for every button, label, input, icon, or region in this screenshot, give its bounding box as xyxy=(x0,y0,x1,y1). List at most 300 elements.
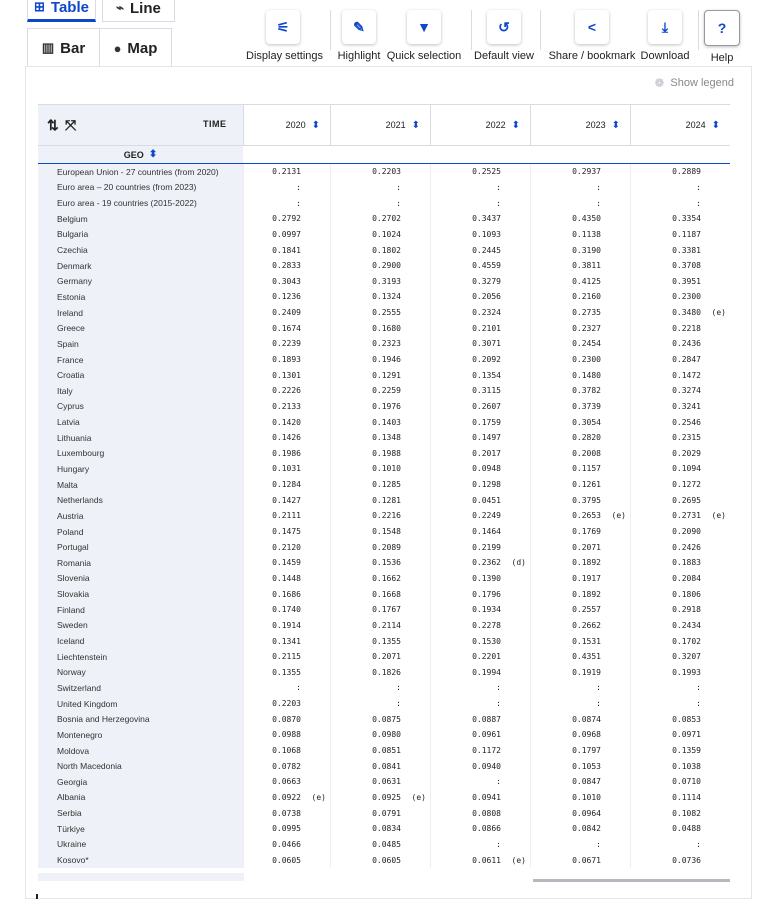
tab-map[interactable] xyxy=(99,28,172,68)
table-cell[interactable] xyxy=(243,164,330,180)
table-cell[interactable] xyxy=(630,743,730,759)
table-cell[interactable] xyxy=(630,273,730,289)
table-cell[interactable] xyxy=(430,320,530,336)
show-legend-toggle[interactable] xyxy=(654,76,734,90)
geo-row-label[interactable]: Cyprus xyxy=(38,399,243,415)
table-cell[interactable] xyxy=(530,852,630,868)
table-cell[interactable] xyxy=(430,837,530,853)
geo-row-label[interactable]: Bosnia and Herzegovina xyxy=(38,711,243,727)
geo-row-label[interactable]: Georgia xyxy=(38,774,243,790)
table-cell[interactable] xyxy=(530,258,630,274)
table-cell[interactable] xyxy=(630,399,730,415)
table-cell[interactable] xyxy=(243,477,330,493)
table-cell[interactable] xyxy=(330,680,430,696)
geo-row-label[interactable]: Finland xyxy=(38,602,243,618)
table-cell[interactable] xyxy=(530,367,630,383)
table-cell[interactable] xyxy=(530,242,630,258)
table-cell[interactable] xyxy=(430,758,530,774)
geo-row-label[interactable]: Euro area - 19 countries (2015-2022) xyxy=(38,195,243,211)
default-view-button[interactable] xyxy=(474,10,534,62)
table-cell[interactable] xyxy=(430,571,530,587)
table-cell[interactable] xyxy=(243,821,330,837)
table-cell[interactable] xyxy=(430,446,530,462)
table-cell[interactable] xyxy=(530,336,630,352)
table-cell[interactable] xyxy=(330,399,430,415)
table-cell[interactable] xyxy=(530,508,630,524)
table-cell[interactable] xyxy=(530,273,630,289)
geo-row-label[interactable]: Slovenia xyxy=(38,571,243,587)
table-cell[interactable] xyxy=(630,852,730,868)
table-cell[interactable] xyxy=(530,774,630,790)
table-cell[interactable] xyxy=(430,477,530,493)
table-cell[interactable] xyxy=(530,618,630,634)
table-cell[interactable] xyxy=(243,461,330,477)
table-cell[interactable] xyxy=(243,399,330,415)
table-cell[interactable] xyxy=(330,352,430,368)
table-cell[interactable] xyxy=(530,711,630,727)
table-cell[interactable] xyxy=(243,665,330,681)
geo-row-label[interactable]: Spain xyxy=(38,336,243,352)
table-cell[interactable] xyxy=(430,586,530,602)
table-cell[interactable] xyxy=(430,336,530,352)
table-cell[interactable] xyxy=(243,446,330,462)
geo-row-label[interactable]: Serbia xyxy=(38,805,243,821)
table-cell[interactable] xyxy=(330,258,430,274)
horizontal-scrollbar-thumb[interactable] xyxy=(533,879,730,882)
cell-value: 0.2199 xyxy=(472,542,501,552)
geo-row-label[interactable]: Czechia xyxy=(38,242,243,258)
table-cell[interactable] xyxy=(330,195,430,211)
table-cell[interactable] xyxy=(243,805,330,821)
cell-value: 0.1475 xyxy=(272,527,301,537)
table-cell[interactable] xyxy=(630,352,730,368)
table-cell[interactable] xyxy=(243,524,330,540)
cell-value: 0.1993 xyxy=(672,667,701,677)
geo-sort-header[interactable] xyxy=(38,146,243,163)
geo-row-label[interactable]: Poland xyxy=(38,524,243,540)
table-cell[interactable] xyxy=(430,430,530,446)
geo-row-label[interactable]: Belgium xyxy=(38,211,243,227)
table-cell[interactable] xyxy=(243,571,330,587)
table-cell[interactable] xyxy=(630,383,730,399)
table-cell[interactable] xyxy=(430,633,530,649)
table-cell[interactable] xyxy=(630,571,730,587)
geo-row-label[interactable]: Malta xyxy=(38,477,243,493)
geo-row-label[interactable]: Netherlands xyxy=(38,492,243,508)
table-cell[interactable] xyxy=(630,242,730,258)
table-cell[interactable] xyxy=(330,367,430,383)
table-cell[interactable] xyxy=(530,414,630,430)
table-cell[interactable] xyxy=(330,242,430,258)
table-cell[interactable] xyxy=(630,430,730,446)
geo-row-label[interactable]: Bulgaria xyxy=(38,227,243,243)
table-cell[interactable] xyxy=(430,289,530,305)
table-cell[interactable] xyxy=(243,336,330,352)
table-cell[interactable] xyxy=(530,555,630,571)
table-cell[interactable] xyxy=(630,680,730,696)
table-cell[interactable] xyxy=(330,571,430,587)
table-cell[interactable] xyxy=(430,727,530,743)
table-cell[interactable] xyxy=(630,758,730,774)
table-cell[interactable] xyxy=(530,821,630,837)
table-cell[interactable] xyxy=(630,696,730,712)
table-cell[interactable] xyxy=(630,586,730,602)
table-cell[interactable] xyxy=(243,852,330,868)
table-cell[interactable] xyxy=(430,399,530,415)
table-cell[interactable] xyxy=(630,367,730,383)
table-cell[interactable] xyxy=(243,696,330,712)
table-cell[interactable] xyxy=(630,492,730,508)
table-cell[interactable] xyxy=(630,539,730,555)
table-cell[interactable] xyxy=(243,227,330,243)
geo-row-label[interactable]: Kosovo* xyxy=(38,852,243,868)
table-cell[interactable] xyxy=(243,837,330,853)
table-cell[interactable] xyxy=(430,602,530,618)
table-cell[interactable] xyxy=(330,539,430,555)
table-cell[interactable] xyxy=(530,633,630,649)
table-cell[interactable] xyxy=(330,758,430,774)
table-cell[interactable] xyxy=(243,352,330,368)
year-header-2021[interactable] xyxy=(330,105,430,145)
table-cell[interactable] xyxy=(430,711,530,727)
table-cell[interactable] xyxy=(430,680,530,696)
table-cell[interactable] xyxy=(530,524,630,540)
table-cell[interactable] xyxy=(330,711,430,727)
table-cell[interactable] xyxy=(530,383,630,399)
table-cell[interactable] xyxy=(530,195,630,211)
table-cell[interactable] xyxy=(530,837,630,853)
table-cell[interactable] xyxy=(430,273,530,289)
table-cell[interactable] xyxy=(243,508,330,524)
table-cell[interactable] xyxy=(530,399,630,415)
table-cell[interactable] xyxy=(330,273,430,289)
table-cell[interactable] xyxy=(243,680,330,696)
table-cell[interactable] xyxy=(243,180,330,196)
table-cell[interactable] xyxy=(630,320,730,336)
table-cell[interactable] xyxy=(330,446,430,462)
geo-row-label[interactable]: Euro area – 20 countries (from 2023) xyxy=(38,180,243,196)
geo-row-label[interactable]: Latvia xyxy=(38,414,243,430)
table-cell[interactable] xyxy=(630,305,730,321)
table-cell[interactable] xyxy=(630,649,730,665)
geo-row-label[interactable]: Iceland xyxy=(38,633,243,649)
table-cell[interactable] xyxy=(330,305,430,321)
table-cell[interactable] xyxy=(530,477,630,493)
share-bookmark-button[interactable] xyxy=(548,10,636,62)
tab-table[interactable] xyxy=(27,0,96,22)
table-cell[interactable] xyxy=(243,758,330,774)
table-cell[interactable] xyxy=(430,821,530,837)
table-cell[interactable] xyxy=(530,571,630,587)
table-cell[interactable] xyxy=(330,477,430,493)
table-cell[interactable] xyxy=(330,649,430,665)
table-cell[interactable] xyxy=(330,586,430,602)
geo-row-label[interactable]: Hungary xyxy=(38,461,243,477)
geo-row-label[interactable]: Estonia xyxy=(38,289,243,305)
table-cell[interactable] xyxy=(243,273,330,289)
table-cell[interactable] xyxy=(630,164,730,180)
table-cell[interactable] xyxy=(530,180,630,196)
highlight-button[interactable] xyxy=(334,10,384,62)
table-cell[interactable] xyxy=(430,649,530,665)
table-cell[interactable] xyxy=(330,414,430,430)
geo-row-label[interactable]: Moldova xyxy=(38,743,243,759)
geo-row-label[interactable]: Sweden xyxy=(38,618,243,634)
table-cell[interactable] xyxy=(530,227,630,243)
geo-row-label[interactable]: Montenegro xyxy=(38,727,243,743)
geo-row-label[interactable]: European Union - 27 countries (from 2020) xyxy=(38,164,243,180)
tab-line[interactable] xyxy=(102,0,175,22)
table-cell[interactable] xyxy=(330,211,430,227)
table-cell[interactable] xyxy=(530,602,630,618)
table-cell[interactable] xyxy=(530,758,630,774)
table-cell[interactable] xyxy=(243,305,330,321)
table-cell[interactable] xyxy=(430,227,530,243)
table-cell[interactable] xyxy=(243,586,330,602)
table-cell[interactable] xyxy=(630,665,730,681)
table-cell[interactable] xyxy=(630,821,730,837)
table-cell[interactable] xyxy=(330,852,430,868)
geo-row-label[interactable]: France xyxy=(38,352,243,368)
table-cell[interactable] xyxy=(430,367,530,383)
geo-row-label[interactable]: Albania xyxy=(38,790,243,806)
table-cell[interactable] xyxy=(430,383,530,399)
table-cell[interactable] xyxy=(630,633,730,649)
table-cell[interactable] xyxy=(243,430,330,446)
table-cell[interactable] xyxy=(243,602,330,618)
table-cell[interactable] xyxy=(430,258,530,274)
swap-axes-icon[interactable]: ⇅ xyxy=(47,117,59,133)
table-cell[interactable] xyxy=(430,774,530,790)
table-cell[interactable] xyxy=(630,711,730,727)
table-cell[interactable] xyxy=(330,665,430,681)
table-cell[interactable] xyxy=(430,555,530,571)
table-cell[interactable] xyxy=(530,696,630,712)
table-cell[interactable] xyxy=(243,492,330,508)
table-cell[interactable] xyxy=(630,461,730,477)
year-header-2023[interactable] xyxy=(530,105,630,145)
geo-row-label[interactable]: North Macedonia xyxy=(38,758,243,774)
table-cell[interactable] xyxy=(330,289,430,305)
table-cell[interactable] xyxy=(430,852,530,868)
table-cell[interactable] xyxy=(630,336,730,352)
table-cell[interactable] xyxy=(243,383,330,399)
geo-row-label[interactable]: United Kingdom xyxy=(38,696,243,712)
table-cell[interactable] xyxy=(630,180,730,196)
table-cell[interactable] xyxy=(630,524,730,540)
table-cell[interactable] xyxy=(430,195,530,211)
expand-icon[interactable]: ⤧ xyxy=(65,117,77,133)
table-cell[interactable] xyxy=(530,790,630,806)
table-cell[interactable] xyxy=(630,289,730,305)
table-cell[interactable] xyxy=(243,618,330,634)
table-cell[interactable] xyxy=(630,727,730,743)
table-cell[interactable] xyxy=(430,743,530,759)
table-cell[interactable] xyxy=(243,539,330,555)
table-cell[interactable] xyxy=(430,180,530,196)
table-cell[interactable] xyxy=(430,508,530,524)
table-cell[interactable] xyxy=(330,774,430,790)
table-cell[interactable] xyxy=(530,305,630,321)
table-cell[interactable] xyxy=(530,289,630,305)
help-button[interactable] xyxy=(704,10,740,64)
table-cell[interactable] xyxy=(630,211,730,227)
table-cell[interactable] xyxy=(330,727,430,743)
table-cell[interactable] xyxy=(330,524,430,540)
table-cell[interactable] xyxy=(330,461,430,477)
table-cell[interactable] xyxy=(330,180,430,196)
geo-row-label[interactable]: Croatia xyxy=(38,367,243,383)
share-bookmark-label: Share / bookmark xyxy=(548,50,636,62)
table-cell[interactable] xyxy=(530,164,630,180)
table-cell[interactable] xyxy=(530,743,630,759)
table-cell[interactable] xyxy=(430,618,530,634)
table-cell[interactable] xyxy=(243,414,330,430)
table-cell[interactable] xyxy=(530,665,630,681)
table-cell[interactable] xyxy=(243,743,330,759)
table-cell[interactable] xyxy=(630,618,730,634)
table-cell[interactable] xyxy=(530,211,630,227)
table-cell[interactable] xyxy=(530,539,630,555)
quick-selection-button[interactable] xyxy=(386,10,462,62)
table-cell[interactable] xyxy=(330,602,430,618)
table-cell[interactable] xyxy=(630,837,730,853)
table-cell[interactable] xyxy=(330,508,430,524)
table-cell[interactable] xyxy=(430,539,530,555)
table-cell[interactable] xyxy=(630,774,730,790)
table-cell[interactable] xyxy=(430,352,530,368)
table-cell[interactable] xyxy=(430,461,530,477)
table-cell[interactable] xyxy=(330,821,430,837)
table-cell[interactable] xyxy=(243,320,330,336)
table-cell[interactable] xyxy=(330,492,430,508)
table-cell[interactable] xyxy=(330,696,430,712)
table-cell[interactable] xyxy=(630,414,730,430)
geo-row-label[interactable]: Liechtenstein xyxy=(38,649,243,665)
geo-row-label[interactable]: Slovakia xyxy=(38,586,243,602)
table-cell[interactable] xyxy=(430,790,530,806)
table-cell[interactable] xyxy=(630,446,730,462)
table-cell[interactable] xyxy=(243,633,330,649)
table-cell[interactable] xyxy=(243,242,330,258)
table-cell[interactable] xyxy=(530,586,630,602)
table-cell[interactable] xyxy=(330,790,430,806)
geo-row-label[interactable]: Portugal xyxy=(38,539,243,555)
table-cell[interactable] xyxy=(430,805,530,821)
table-cell[interactable] xyxy=(430,242,530,258)
table-cell[interactable] xyxy=(330,837,430,853)
table-cell[interactable] xyxy=(630,195,730,211)
table-cell[interactable] xyxy=(430,305,530,321)
geo-row-label[interactable]: Lithuania xyxy=(38,430,243,446)
table-cell[interactable] xyxy=(430,492,530,508)
table-cell[interactable] xyxy=(630,602,730,618)
table-cell[interactable] xyxy=(630,477,730,493)
table-cell[interactable] xyxy=(243,289,330,305)
table-cell[interactable] xyxy=(243,195,330,211)
geo-row-label[interactable]: Türkiye xyxy=(38,821,243,837)
year-header-2022[interactable] xyxy=(430,105,530,145)
table-cell[interactable] xyxy=(243,774,330,790)
geo-row-label[interactable]: Ireland xyxy=(38,305,243,321)
table-cell[interactable] xyxy=(330,633,430,649)
cell-value: 0.1988 xyxy=(372,448,401,458)
table-cell[interactable] xyxy=(330,336,430,352)
year-header-2024[interactable] xyxy=(630,105,730,145)
table-cell[interactable] xyxy=(530,320,630,336)
table-cell[interactable] xyxy=(330,555,430,571)
table-cell[interactable] xyxy=(530,727,630,743)
display-settings-button[interactable] xyxy=(246,10,324,62)
geo-row-label[interactable]: Switzerland xyxy=(38,680,243,696)
table-cell[interactable] xyxy=(530,430,630,446)
table-cell[interactable] xyxy=(530,805,630,821)
geo-row-label[interactable]: Ukraine xyxy=(38,837,243,853)
table-cell[interactable] xyxy=(530,446,630,462)
table-cell[interactable] xyxy=(530,649,630,665)
geo-row-label[interactable]: Norway xyxy=(38,665,243,681)
table-cell[interactable] xyxy=(243,649,330,665)
table-cell[interactable] xyxy=(430,211,530,227)
geo-row-label[interactable]: Denmark xyxy=(38,258,243,274)
table-cell[interactable] xyxy=(330,618,430,634)
tab-bar[interactable] xyxy=(27,28,99,68)
table-cell[interactable] xyxy=(630,790,730,806)
table-cell[interactable] xyxy=(243,258,330,274)
table-cell[interactable] xyxy=(243,211,330,227)
table-cell[interactable] xyxy=(330,320,430,336)
geo-row-label[interactable]: Luxembourg xyxy=(38,446,243,462)
table-cell[interactable] xyxy=(630,508,730,524)
table-cell[interactable] xyxy=(243,555,330,571)
table-cell[interactable] xyxy=(630,258,730,274)
table-cell[interactable] xyxy=(330,430,430,446)
table-cell[interactable] xyxy=(430,414,530,430)
geo-row-label[interactable]: Germany xyxy=(38,273,243,289)
table-cell[interactable] xyxy=(630,227,730,243)
geo-row-label[interactable]: Austria xyxy=(38,508,243,524)
table-cell[interactable] xyxy=(530,680,630,696)
table-cell[interactable] xyxy=(530,461,630,477)
table-cell[interactable] xyxy=(430,665,530,681)
tab-line-label: Line xyxy=(129,0,161,17)
download-button[interactable] xyxy=(640,10,690,62)
table-cell[interactable] xyxy=(430,164,530,180)
table-cell[interactable] xyxy=(330,164,430,180)
table-cell[interactable] xyxy=(530,352,630,368)
table-cell[interactable] xyxy=(330,805,430,821)
table-cell[interactable] xyxy=(243,711,330,727)
table-cell[interactable] xyxy=(630,805,730,821)
geo-row-label[interactable]: Italy xyxy=(38,383,243,399)
table-cell[interactable] xyxy=(430,524,530,540)
table-cell[interactable] xyxy=(530,492,630,508)
table-cell[interactable] xyxy=(430,696,530,712)
cell-value: : xyxy=(396,198,401,208)
table-cell[interactable] xyxy=(330,743,430,759)
table-cell[interactable] xyxy=(243,367,330,383)
cell-value: 0.1464 xyxy=(472,527,501,537)
year-label: 2024 xyxy=(685,120,706,130)
geo-row-label[interactable]: Greece xyxy=(38,320,243,336)
table-cell[interactable] xyxy=(243,727,330,743)
table-cell[interactable] xyxy=(330,227,430,243)
table-cell[interactable] xyxy=(330,383,430,399)
table-cell[interactable] xyxy=(243,790,330,806)
year-header-2020[interactable] xyxy=(243,105,330,145)
table-cell[interactable] xyxy=(630,555,730,571)
geo-row-label[interactable]: Romania xyxy=(38,555,243,571)
